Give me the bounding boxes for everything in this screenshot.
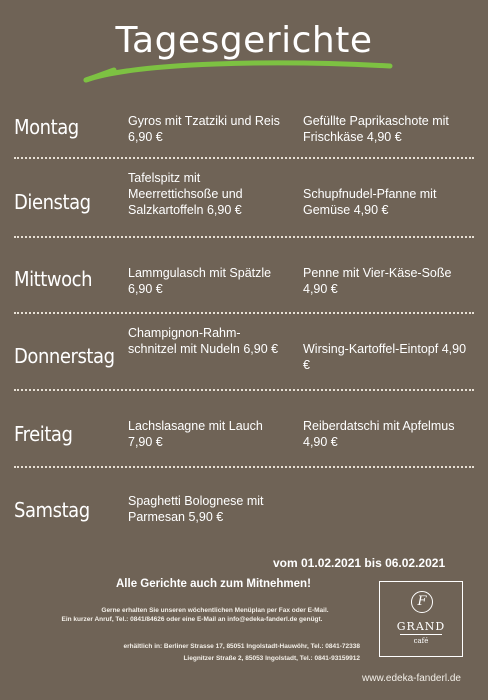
day-name: Samstag <box>14 498 90 522</box>
dish-main: Tafelspitz mit Meerrettichsoße und Salzkartoffeln 6,90 € <box>128 171 243 217</box>
divider <box>14 466 474 468</box>
title-underline-swoosh <box>78 58 398 88</box>
dish-vegetarian: Wirsing-Kartoffel-Eintopf 4,90 € <box>303 342 467 372</box>
logo-emblem: F <box>411 591 433 613</box>
divider <box>14 157 474 159</box>
day-name: Freitag <box>14 422 73 446</box>
dish-vegetarian: Schupfnudel-Pfanne mit Gemüse 4,90 € <box>303 187 437 217</box>
dish-main: Lammgulasch mit Spätzle 6,90 € <box>128 266 272 296</box>
date-range: vom 01.02.2021 bis 06.02.2021 <box>273 556 446 570</box>
logo-subtitle: café <box>413 637 429 645</box>
divider <box>14 236 474 238</box>
address-line: Liegnitzer Straße 2, 85053 Ingolstadt, Tel.: 0841-93159912 <box>183 655 360 662</box>
address-line: erhältlich in: Berliner Strasse 17, 85051 Ingolstadt-Hauwöhr, Tel.: 0841-72338 <box>123 643 360 650</box>
dish-main: Champignon-Rahm-schnitzel mit Nudeln 6,90 € <box>128 326 279 356</box>
day-name: Mittwoch <box>14 267 93 291</box>
dish-vegetarian: Gefüllte Paprikaschote mit Frischkäse 4,90 € <box>303 114 449 144</box>
day-name: Montag <box>14 115 79 139</box>
website-link[interactable]: www.edeka-fanderl.de <box>362 673 461 684</box>
logo-divider <box>400 634 442 635</box>
divider <box>14 389 474 391</box>
dish-main: Gyros mit Tzatziki und Reis 6,90 € <box>128 114 280 144</box>
dish-vegetarian: Reiberdatschi mit Apfelmus 4,90 € <box>303 419 455 449</box>
logo-name: GRAND <box>396 620 446 633</box>
info-line: Ein kurzer Anruf, Tel.: 0841/84626 oder eine E-Mail an info@edeka-fanderl.de genügt. <box>61 616 323 623</box>
divider <box>14 312 474 314</box>
info-line: Gerne erhalten Sie unseren wöchentlichen Menüplan per Fax oder E-Mail. <box>101 607 329 614</box>
dish-main: Spaghetti Bolognese mit Parmesan 5,90 € <box>128 494 264 524</box>
dish-main: Lachslasagne mit Lauch 7,90 € <box>128 419 263 449</box>
dish-vegetarian: Penne mit Vier-Käse-Soße 4,90 € <box>303 266 452 296</box>
day-name: Dienstag <box>14 190 91 214</box>
grand-cafe-logo <box>379 581 463 657</box>
day-name: Donnerstag <box>14 344 115 368</box>
page-title: Tagesgerichte <box>115 20 373 61</box>
takeaway-note: Alle Gerichte auch zum Mitnehmen! <box>116 578 311 590</box>
